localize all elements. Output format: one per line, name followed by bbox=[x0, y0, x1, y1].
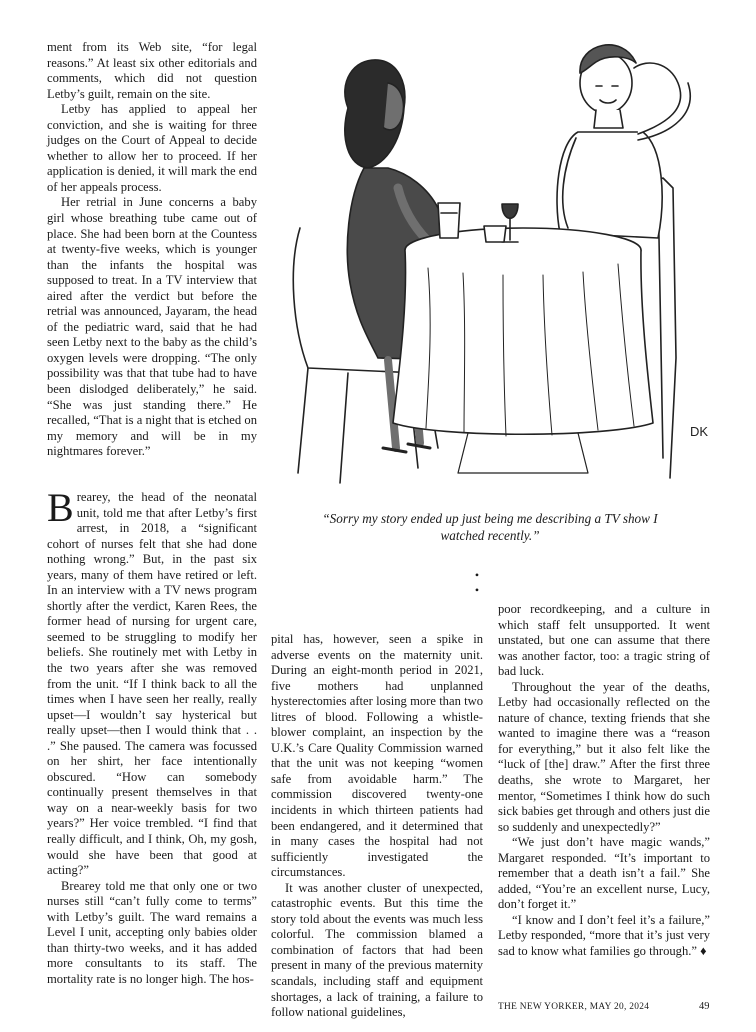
cartoon-illustration bbox=[278, 28, 718, 498]
article-column-2 bbox=[271, 632, 483, 1021]
article-paragraph: It was another cluster of unexpected, catastrophic events. But this time the story told about the events was much less colorful. The commission blamed a combination of factors that had been present in many of the previous maternity scandals, including staff and equipment shortages, a lack of training, a failure to follow national guidelines, bbox=[271, 880, 483, 1020]
article-column-3 bbox=[498, 602, 710, 960]
article-paragraph: Letby has applied to appeal her conviction, and she is waiting for three judges on the Court of Appeal to decide whether to allow her to proceed. If her application is denied, it will mark the end of her appeals process. bbox=[47, 102, 257, 194]
dropcap-paragraph-text: rearey, the head of the neonatal unit, told me that after Letby’s first arrest, in 2018, a “significant cohort of nurses felt that she had done nothing wrong.” But, in the past six years, many of them have retired or left. In an interview with a TV news program shortly after the verdict, Karen Rees, the former head of nursing for urgent care, seemed to be struggling to modify her beliefs. She routinely met with Letby in the two years after she was removed from the unit. “If I think back to all the times when I have seen her really, really upset—I wouldn’t say hysterical but really upset—then I would think that . . .” She paused. The camera was focussed on her shirt, her face intentionally obscured. “How can somebody continually present themselves in that way on a near-weekly basis for two years?” Her voice trembled. “I find that really difficult, and I think, Oh, my gosh, would she have been that good at acting?” bbox=[47, 490, 257, 878]
cartoon-caption: “Sorry my story ended up just being me describing a TV show I watched recently.” bbox=[322, 511, 658, 543]
article-paragraph: Brearey told me that only one or two nurses still “can’t fully come to terms” with Letby’s guilt. The ward remains a Level I unit, accepting only babies older than thirty-two weeks, and it has added more consultants to its staff. The mortality rate is no longer high. The hos- bbox=[47, 878, 257, 986]
article-column-1-top bbox=[47, 40, 257, 460]
article-paragraph: Her retrial in June concerns a baby girl whose breathing tube came out of place. She had been born at the Countess at twenty-five weeks, which is younger than the infants the hospital was supposed to treat. In a TV interview that aired after the verdict but before the retrial was announced, Jayaram, the head of the pediatric ward, said that he had seen Letby next to the baby as the child’s oxygen levels were dropping. “The only possibility was that that tube had to have been dislodged deliberately,” he said. “She was just standing there.” He recalled, “That is a night that is etched on my memory and will be in my nightmares forever.” bbox=[47, 195, 257, 459]
article-paragraph: Throughout the year of the deaths, Letby had occasionally reflected on the nature of chance, texting friends that she wanted to imagine there was a “reason for everything,” but it also felt like the “luck of [the] draw.” After the first three deaths, she wrote to Margaret, her mentor, “Sometimes I think how do such sick babies get through and others just die so suddenly and unexpectedly?” bbox=[498, 679, 710, 834]
article-paragraph bbox=[47, 485, 257, 879]
drop-cap: B bbox=[47, 485, 74, 530]
footer-magazine-title: THE NEW YORKER, MAY 20, 2024 bbox=[498, 1002, 650, 1012]
article-paragraph: ment from its Web site, “for legal reasons.” At least six other editorials and comments, which did not question Letby’s guilt, remain on the site. bbox=[47, 40, 257, 101]
article-paragraph: “I know and I don’t feel it’s a failure,” Letby responded, “more that it’s just very sad to know what families go through.” ♦ bbox=[498, 912, 710, 959]
article-column-1-bottom bbox=[47, 485, 257, 988]
article-paragraph: poor recordkeeping, and a culture in which staff felt unsupported. It went unstated, but one can assume that there was another factor, too: a tragic string of bad luck. bbox=[498, 602, 710, 679]
cartoonist-signature: DK bbox=[690, 424, 709, 439]
article-paragraph: “We just don’t have magic wands,” Margaret responded. “It’s important to remember that a death isn’t a fail.” She added, “You’re an excellent nurse, Lucy, don’t forget it.” bbox=[498, 835, 710, 912]
section-separator: • • bbox=[474, 568, 526, 597]
page-number: 49 bbox=[699, 1001, 710, 1012]
article-paragraph: pital has, however, seen a spike in adverse events on the maternity unit. During an eight-month period in 2021, five mothers had unplanned hysterectomies after losing more than two litres of blood. Following a whistle-blower complaint, an inspection by the U.K.’s Care Quality Commission warned that the unit was not keeping “women safe from avoidable harm.” The commission discovered twenty-one incidents in which thirteen patients had been endangered, and it determined that in many cases the hospital had not sufficiently investigated the circumstances. bbox=[271, 632, 483, 880]
